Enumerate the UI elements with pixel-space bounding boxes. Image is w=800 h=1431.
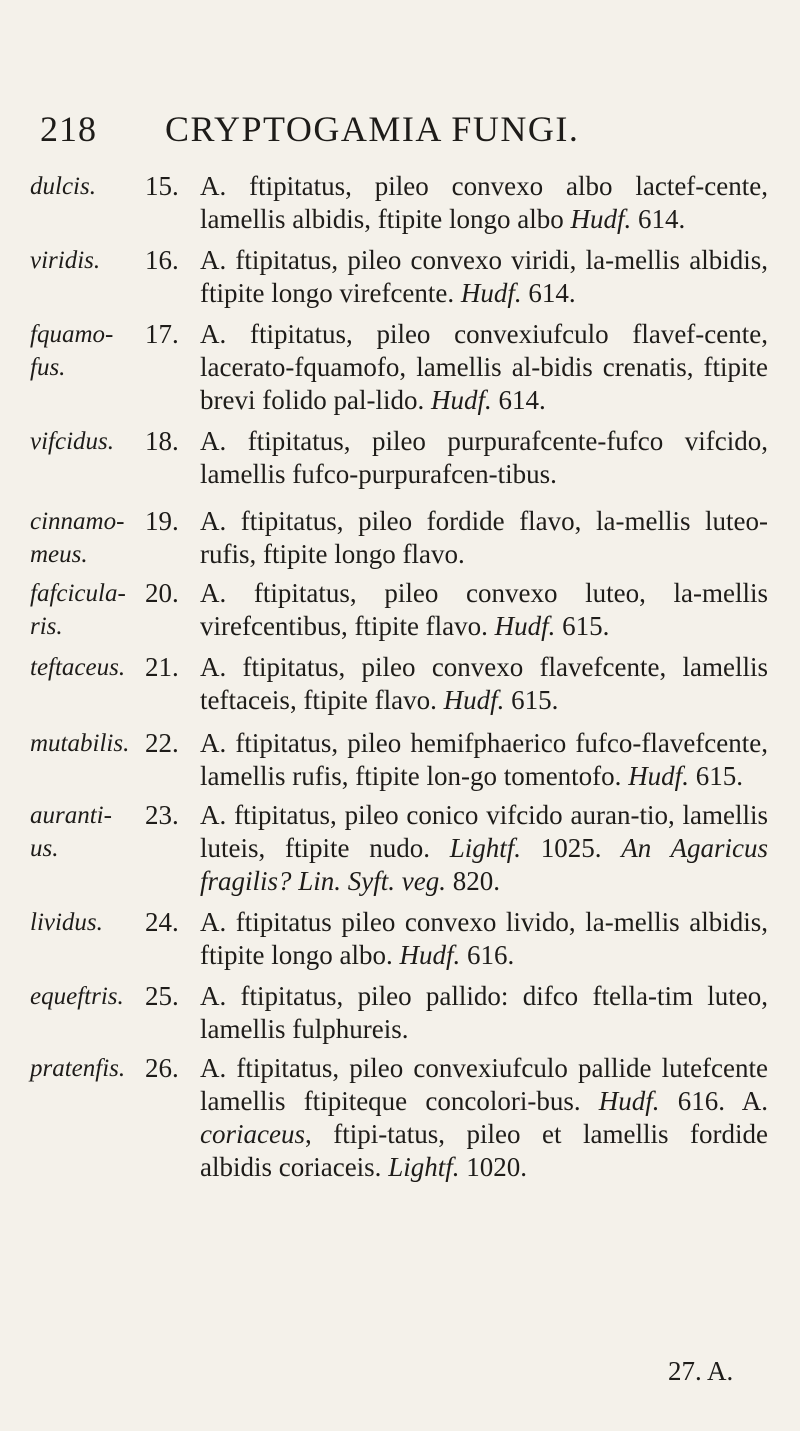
- species-entry: [30, 318, 780, 417]
- species-entry: [30, 651, 780, 717]
- species-entry: [30, 906, 780, 972]
- species-description: A. ftipitatus, pileo hemifphaerico fufco-flavefcente, lamellis rufis, ftipite lon-go tomentofo. Hudf. 615.: [200, 728, 768, 791]
- species-entry: [30, 727, 780, 793]
- species-side-name: auranti- us.: [30, 802, 112, 862]
- entry-number: 25.: [145, 981, 179, 1011]
- entry-number: 16.: [145, 245, 179, 275]
- species-side-name: cinnamo- meus.: [30, 508, 125, 568]
- species-entry: [30, 577, 780, 643]
- species-entry: [30, 980, 780, 1046]
- species-description: A. ftipitatus, pileo convexiufculo pallide lutefcente lamellis ftipiteque concolori-bus. Hudf. 616. A. coriaceus, ftipi-tatus, pileo et lamellis fordide albidis coriaceis. Lightf. 1020.: [200, 1053, 768, 1182]
- entry-number: 23.: [145, 800, 179, 830]
- page-number: 218: [40, 109, 97, 149]
- species-description: A. ftipitatus, pileo convexo viridi, la-mellis albidis, ftipite longo virefcente. Hudf. 614.: [200, 245, 768, 308]
- species-side-name: teftaceus.: [30, 654, 126, 681]
- species-description: A. ftipitatus, pileo convexiufculo flavef-cente, lacerato-fquamofo, lamellis al-bidis crenatis, ftipite brevi folido pal-lido. Hudf. 614.: [200, 319, 768, 415]
- entry-number: 26.: [145, 1053, 179, 1083]
- entry-number: 15.: [145, 171, 179, 201]
- species-side-name: vifcidus.: [30, 428, 115, 455]
- page-header: [40, 108, 760, 158]
- species-entry: [30, 170, 780, 236]
- entry-number: 17.: [145, 319, 179, 349]
- species-entry: [30, 505, 780, 571]
- species-list: [30, 170, 780, 1184]
- species-side-name: viridis.: [30, 247, 101, 274]
- entry-number: 19.: [145, 506, 179, 536]
- entry-number: 22.: [145, 728, 179, 758]
- entry-number: 20.: [145, 578, 179, 608]
- species-entry: [30, 1052, 780, 1184]
- species-side-name: equeftris.: [30, 983, 124, 1010]
- species-description: A. ftipitatus, pileo convexo luteo, la-mellis virefcentibus, ftipite flavo. Hudf. 615.: [200, 578, 768, 641]
- species-side-name: fquamo- fus.: [30, 321, 114, 381]
- species-entry: [30, 244, 780, 310]
- entry-number: 21.: [145, 652, 179, 682]
- species-side-name: lividus.: [30, 909, 103, 936]
- catchword: 27. A.: [668, 1356, 734, 1386]
- species-side-name: fafcicula- ris.: [30, 580, 126, 640]
- species-description: A. ftipitatus, pileo convexo albo lactef-cente, lamellis albidis, ftipite longo albo Hudf. 614.: [200, 171, 768, 234]
- species-side-name: dulcis.: [30, 173, 96, 200]
- species-description: A. ftipitatus, pileo convexo flavefcente, lamellis teftaceis, ftipite flavo. Hudf. 615.: [200, 652, 768, 715]
- species-entry: [30, 425, 780, 491]
- species-description: A. ftipitatus, pileo purpurafcente-fufco vifcido, lamellis fufco-purpurafcen-tibus.: [200, 426, 768, 489]
- species-entry: [30, 799, 780, 898]
- species-description: A. ftipitatus, pileo pallido: difco ftella-tim luteo, lamellis fulphureis.: [200, 981, 768, 1044]
- species-side-name: mutabilis.: [30, 730, 130, 757]
- species-side-name: pratenfis.: [30, 1055, 126, 1082]
- species-description: A. ftipitatus, pileo fordide flavo, la-mellis luteo-rufis, ftipite longo flavo.: [200, 506, 768, 569]
- entry-number: 24.: [145, 907, 179, 937]
- running-head: CRYPTOGAMIA FUNGI.: [165, 109, 580, 149]
- species-description: A. ftipitatus, pileo conico vifcido auran-tio, lamellis luteis, ftipite nudo. Lightf. 1025. An Agaricus fragilis? Lin. Syft. veg. 820.: [200, 800, 768, 896]
- entry-number: 18.: [145, 426, 179, 456]
- species-description: A. ftipitatus pileo convexo livido, la-mellis albidis, ftipite longo albo. Hudf. 616.: [200, 907, 768, 970]
